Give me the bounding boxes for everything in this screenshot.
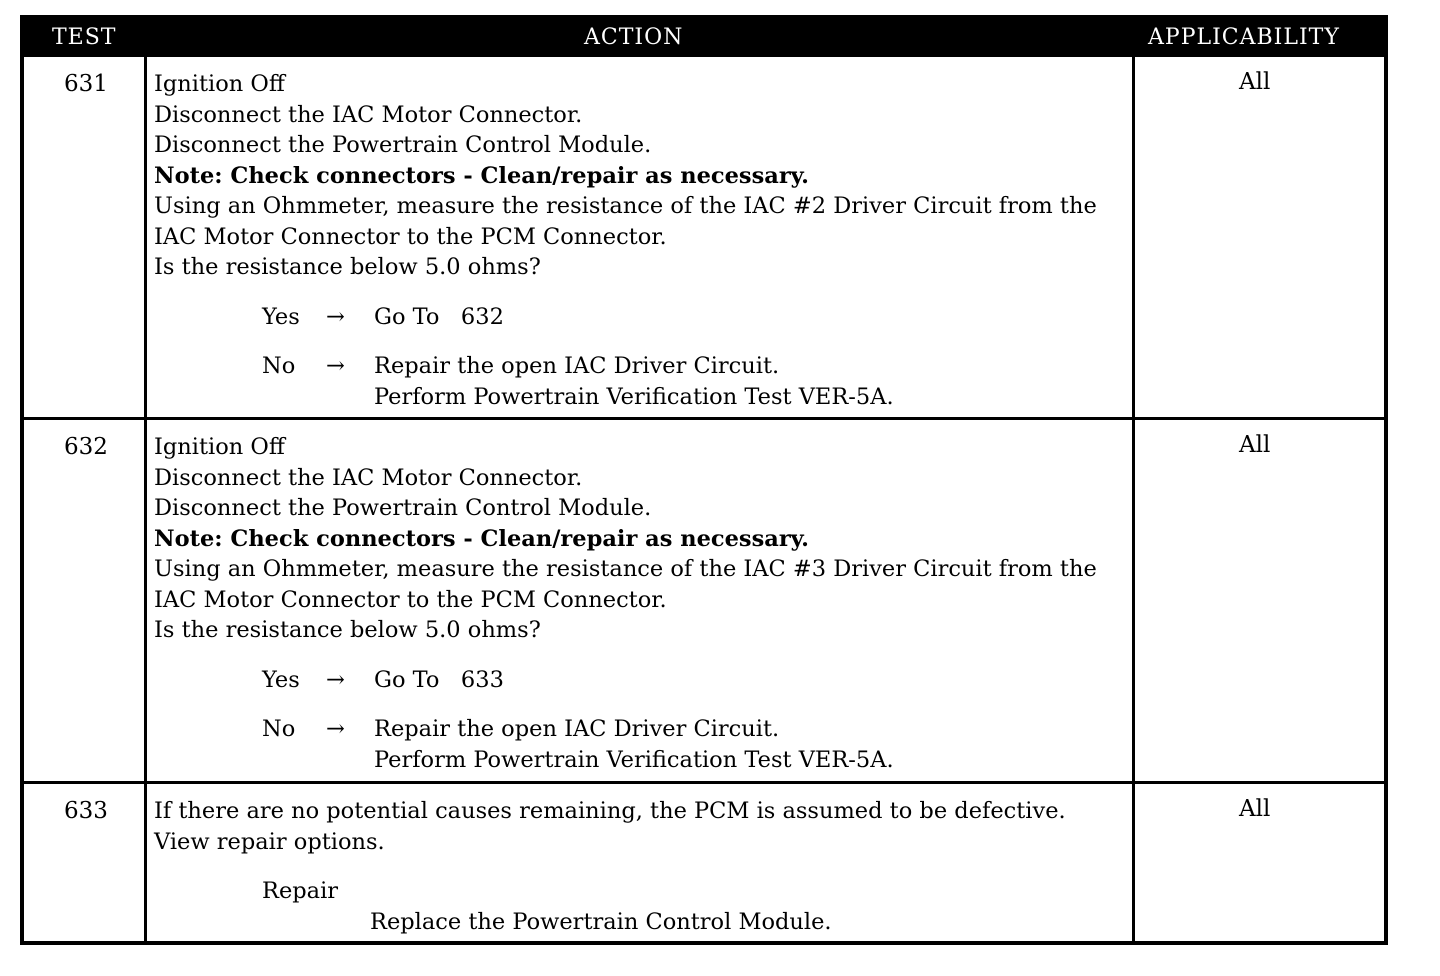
table-row — [24, 57, 1384, 417]
table-header — [24, 19, 1384, 57]
action-line: Ignition Off — [154, 434, 285, 460]
action-line: Ignition Off — [154, 71, 285, 97]
no-option — [154, 351, 1134, 382]
action-cell — [154, 796, 1134, 937]
applicability-value: All — [1239, 796, 1271, 822]
action-line: If there are no potential causes remaining, the PCM is assumed to be defective. — [154, 798, 1066, 824]
header-action: ACTION — [584, 25, 684, 50]
right-arrow-icon: → — [326, 666, 345, 693]
right-arrow-icon: → — [326, 716, 345, 742]
applicability-value: All — [1239, 432, 1271, 458]
no-label: No — [262, 353, 296, 379]
no-label: No — [262, 716, 296, 742]
table-row — [24, 784, 1384, 945]
no-result-continued: Perform Powertrain Verification Test VER-5A. — [374, 746, 894, 773]
diagnostic-test-table — [20, 15, 1388, 945]
action-line: Disconnect the Powertrain Control Module. — [154, 495, 652, 521]
action-line: Using an Ohmmeter, measure the resistance of the IAC #2 Driver Circuit from the — [154, 193, 1097, 219]
right-arrow-icon: → — [326, 353, 345, 379]
note-line: Note: Check connectors - Clean/repair as necessary. — [154, 162, 809, 189]
action-line: Is the resistance below 5.0 ohms? — [154, 617, 541, 643]
action-line: View repair options. — [154, 828, 385, 855]
action-line: IAC Motor Connector to the PCM Connector. — [154, 223, 667, 250]
action-line: IAC Motor Connector to the PCM Connector. — [154, 586, 667, 613]
header-test: TEST — [52, 25, 117, 50]
action-line: Disconnect the IAC Motor Connector. — [154, 464, 583, 491]
repair-text: Replace the Powertrain Control Module. — [370, 908, 832, 935]
no-result-continued: Perform Powertrain Verification Test VER-5A. — [374, 383, 894, 410]
yes-result: Go To 632 — [374, 303, 504, 330]
yes-option — [154, 302, 1134, 333]
right-arrow-icon: → — [326, 303, 345, 330]
yes-option — [154, 665, 1134, 696]
yes-label: Yes — [262, 303, 300, 330]
applicability-value: All — [1239, 69, 1271, 95]
repair-label: Repair — [262, 878, 339, 904]
no-option — [154, 714, 1134, 745]
no-result: Repair the open IAC Driver Circuit. — [374, 716, 780, 742]
table-row — [24, 420, 1384, 781]
no-result: Repair the open IAC Driver Circuit. — [374, 353, 780, 379]
action-line: Using an Ohmmeter, measure the resistance of the IAC #3 Driver Circuit from the — [154, 556, 1097, 582]
action-cell — [154, 69, 1134, 412]
test-number: 631 — [64, 71, 108, 97]
action-line: Disconnect the Powertrain Control Module. — [154, 132, 652, 158]
yes-label: Yes — [262, 666, 300, 693]
yes-result: Go To 633 — [374, 666, 504, 693]
action-cell — [154, 432, 1134, 775]
test-number: 632 — [64, 434, 108, 460]
test-number: 633 — [64, 798, 108, 824]
note-line: Note: Check connectors - Clean/repair as necessary. — [154, 525, 809, 552]
header-applicability: APPLICABILITY — [1148, 25, 1340, 50]
action-line: Is the resistance below 5.0 ohms? — [154, 254, 541, 280]
action-line: Disconnect the IAC Motor Connector. — [154, 101, 583, 128]
